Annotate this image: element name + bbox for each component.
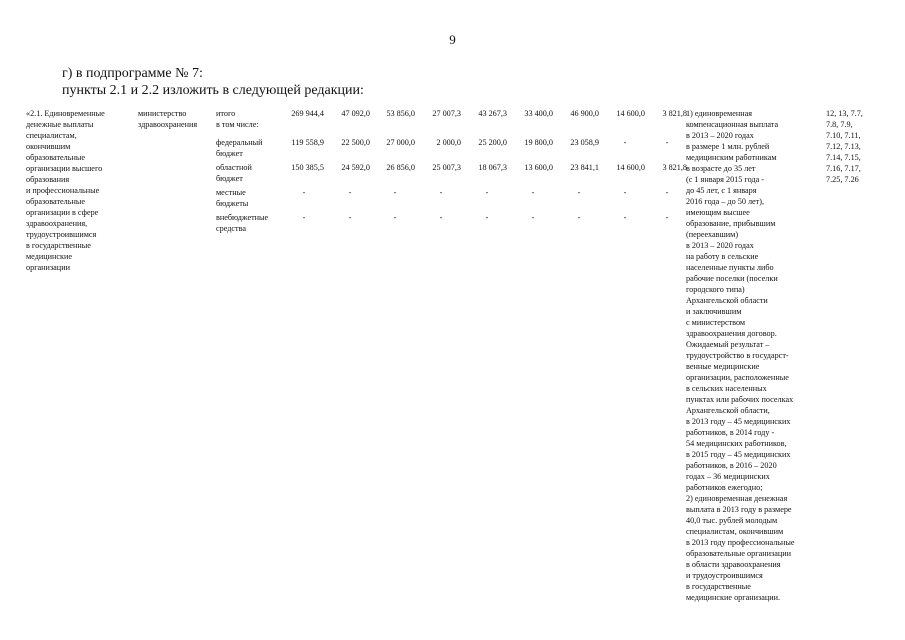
row-value: - xyxy=(439,188,443,197)
row-value: - xyxy=(623,138,627,147)
row-label: местные бюджеты xyxy=(216,188,249,208)
row-value: - xyxy=(577,188,581,197)
row-value: 119 558,9 xyxy=(291,138,324,147)
row-value: - xyxy=(302,188,306,197)
row-value: 25 200,0 xyxy=(478,138,507,147)
row-value: 18 067,3 xyxy=(478,163,507,172)
row-value: - xyxy=(485,213,489,222)
row-label: в том числе: xyxy=(216,120,259,129)
row-value: - xyxy=(348,188,352,197)
row-value: - xyxy=(485,188,489,197)
row-value: - xyxy=(393,213,397,222)
row-value: 46 900,0 xyxy=(570,109,599,118)
row-value: 14 600,0 xyxy=(616,163,645,172)
row-value: 53 856,0 xyxy=(386,109,415,118)
row-value: 27 000,0 xyxy=(386,138,415,147)
row-value: 25 007,3 xyxy=(432,163,461,172)
row-value: - xyxy=(393,188,397,197)
row-value: 3 821,8 xyxy=(662,163,687,172)
executor-name: министерство здравоохранения xyxy=(138,109,198,129)
row-value: 269 944,4 xyxy=(291,109,324,118)
row-value: - xyxy=(665,213,669,222)
row-value: 3 821,8 xyxy=(662,109,687,118)
expected-result-text: 1) единовременная компенсационная выплата в 2013 – 2020 годах в размере 1 млн. рублей медицинским работникам в возрасте до 35 лет (с 1 января 2015 года - до 45 лет, с 1 января 2016 года – до 50 лет), имеющим высшее образование, прибывшим (переехавшим) в 2013 – 2020 годах на работу в сельские населенные пункты либо рабочие поселки (поселки городского типа) Архангельской области и заключившим с министерством здравоохранения договор. Ожидаемый результат – трудоустройство в государст- венные медицинские организации, расположенные в сельских населенных пунктах или рабочих поселках Архангельской области, в 2013 году – 45 медицинских работников, в 2014 году - 54 медицинских работников, в 2015 году – 45 медицинских работников, в 2016 – 2020 годах – 36 медицинских работников ежегодно; 2) единовременная денежная выплата в 2013 году в размере 40,0 тыс. рублей молодым специалистам, окончившим в 2013 году профессиональные образовательные организации в области здравоохранения и трудоустроившимся в государственные медицинские организации. xyxy=(686,109,795,602)
row-value: 13 600,0 xyxy=(524,163,553,172)
row-value: - xyxy=(665,138,669,147)
row-value: 26 856,0 xyxy=(386,163,415,172)
row-value: - xyxy=(439,213,443,222)
row-value: - xyxy=(531,213,535,222)
row-value: 24 592,0 xyxy=(341,163,370,172)
row-value: - xyxy=(623,188,627,197)
heading-instruction: пункты 2.1 и 2.2 изложить в следующей редакции: xyxy=(62,83,364,98)
heading-subprogram: г) в подпрограмме № 7: xyxy=(62,66,203,81)
row-value: 2 000,0 xyxy=(436,138,461,147)
row-label: федеральный бюджет xyxy=(216,138,263,158)
row-value: 27 007,3 xyxy=(432,109,461,118)
row-value: 33 400,0 xyxy=(524,109,553,118)
row-value: - xyxy=(348,213,352,222)
target-indicators: 12, 13, 7.7, 7.8, 7.9, 7.10, 7.11, 7.12, 7.13, 7.14, 7.15, 7.16, 7.17, 7.25, 7.26 xyxy=(826,109,863,184)
row-value: - xyxy=(302,213,306,222)
row-value: 43 267,3 xyxy=(478,109,507,118)
row-value: - xyxy=(623,213,627,222)
row-value: 22 500,0 xyxy=(341,138,370,147)
measure-description: «2.1. Единовременные денежные выплаты специалистам, окончившим образовательные организации высшего образования и профессиональные образовательные организации в сфере здравоохранения, трудоустроившимся в государственные медицинские организации xyxy=(26,109,105,272)
row-value: 150 385,5 xyxy=(291,163,324,172)
row-value: - xyxy=(665,188,669,197)
row-value: - xyxy=(531,188,535,197)
row-label: итого xyxy=(216,109,236,118)
row-label: внебюджетные средства xyxy=(216,213,269,233)
page-number: 9 xyxy=(449,32,456,47)
row-value: - xyxy=(577,213,581,222)
row-value: 23 058,9 xyxy=(570,138,599,147)
row-value: 14 600,0 xyxy=(616,109,645,118)
row-value: 47 092,0 xyxy=(341,109,370,118)
row-label: областной бюджет xyxy=(216,163,252,183)
row-value: 19 800,0 xyxy=(524,138,553,147)
row-value: 23 841,1 xyxy=(570,163,599,172)
